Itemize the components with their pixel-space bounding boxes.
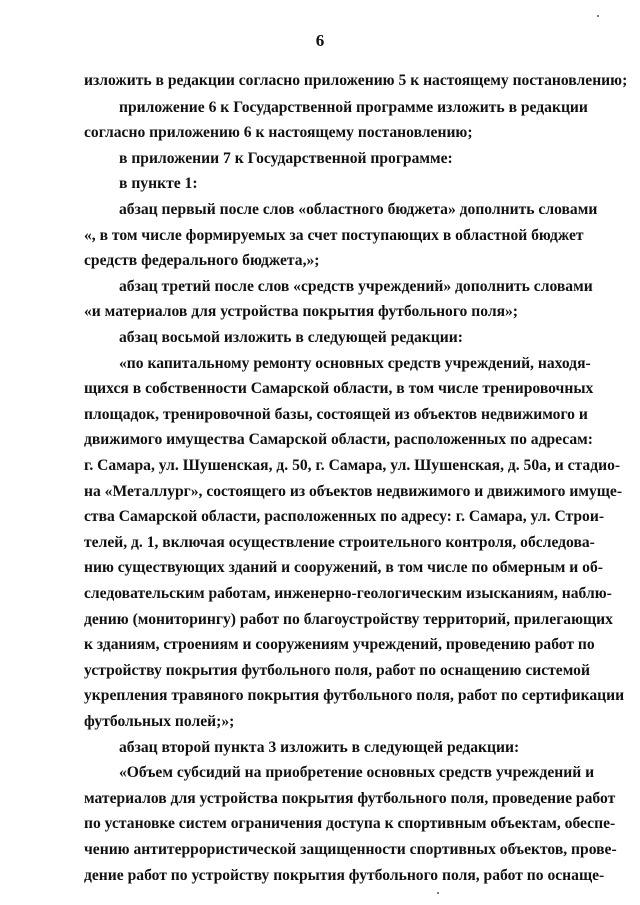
- text-line: материалов для устройства покрытия футбольного поля, проведение работ: [84, 790, 616, 807]
- text-line: «, в том числе формируемых за счет поступающих в областной бюджет: [84, 227, 584, 244]
- text-line: на «Металлург», состоящего из объектов недвижимого и движимого имуще-: [84, 483, 623, 500]
- scan-speck: [597, 15, 599, 17]
- text-line: в пункте 1:: [119, 175, 198, 192]
- text-line: абзац второй пункта 3 изложить в следующей редакции:: [119, 739, 520, 756]
- text-line: площадок, тренировочной базы, состоящей из объектов недвижимого и: [84, 406, 588, 423]
- text-line: в приложении 7 к Государственной программе:: [119, 150, 453, 167]
- text-line: щихся в собственности Самарской области, в том числе тренировочных: [84, 380, 594, 397]
- text-line: приложение 6 к Государственной программе изложить в редакции: [119, 99, 588, 116]
- text-line: г. Самара, ул. Шушенская, д. 50, г. Самара, ул. Шушенская, д. 50а, и стадио-: [84, 457, 621, 474]
- text-line: абзац восьмой изложить в следующей редакции:: [119, 329, 463, 346]
- text-line: чению антитеррористической защищенности спортивных объектов, прове-: [84, 841, 617, 858]
- text-line: «по капитальному ремонту основных средств учреждений, находя-: [119, 355, 591, 372]
- text-line: «Объем субсидий на приобретение основных средств учреждений и: [119, 764, 595, 781]
- text-line: средств федерального бюджета,»;: [84, 252, 320, 269]
- text-line: по установке систем ограничения доступа к спортивным объектам, обеспе-: [84, 815, 616, 832]
- text-line: к зданиям, строениям и сооружениям учреждений, проведению работ по: [84, 636, 595, 653]
- text-line: нию существующих зданий и сооружений, в том числе по обмерным и об-: [84, 559, 603, 576]
- text-line: согласно приложению 6 к настоящему постановлению;: [84, 124, 473, 141]
- text-line: следовательским работам, инженерно-геологическим изысканиям, наблю-: [84, 585, 612, 602]
- text-line: дению (мониторингу) работ по благоустройству территорий, прилегающих: [84, 611, 613, 628]
- text-line: абзац первый после слов «областного бюджета» дополнить словами: [119, 201, 598, 218]
- text-line: «и материалов для устройства покрытия футбольного поля»;: [84, 303, 518, 320]
- text-line: движимого имущества Самарской области, расположенных по адресам:: [84, 431, 593, 448]
- scan-speck: [437, 892, 439, 894]
- text-line: абзац третий после слов «средств учреждений» дополнить словами: [119, 278, 593, 295]
- text-line: ства Самарской области, расположенных по адресу: г. Самара, ул. Строи-: [84, 508, 605, 525]
- text-line: изложить в редакции согласно приложению 5 к настоящему постановлению;: [84, 72, 628, 89]
- text-line: укрепления травяного покрытия футбольного поля, работ по сертификации: [84, 687, 625, 704]
- text-line: устройству покрытия футбольного поля, работ по оснащению системой: [84, 662, 590, 679]
- text-line: футбольных полей;»;: [84, 713, 235, 730]
- text-line: дение работ по устройству покрытия футбольного поля, работ по оснаще-: [84, 867, 605, 884]
- page-number: 6: [315, 31, 325, 50]
- text-line: телей, д. 1, включая осуществление строительного контроля, обследова-: [84, 534, 595, 551]
